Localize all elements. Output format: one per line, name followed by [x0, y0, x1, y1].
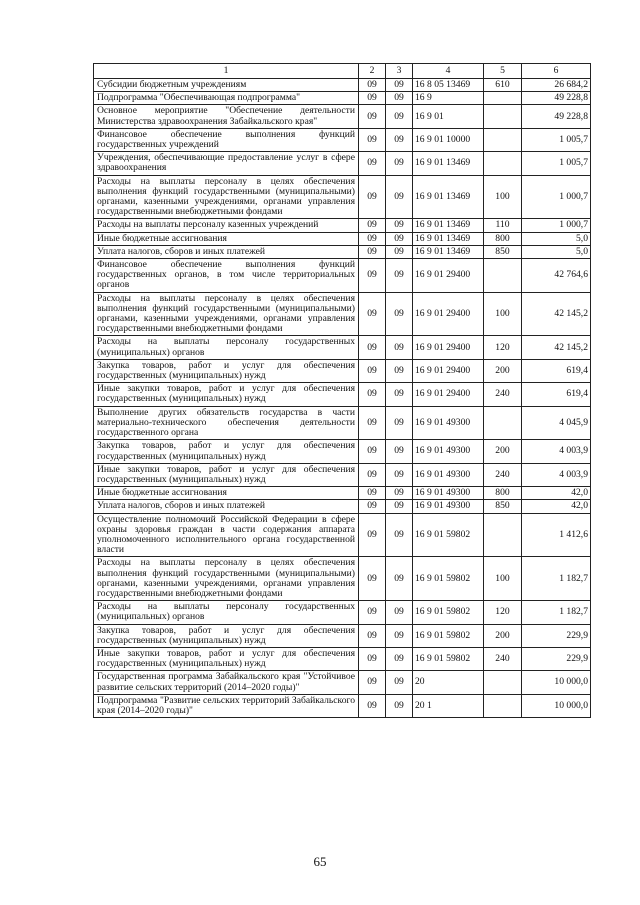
row-target-code-cell: 20 — [413, 671, 484, 694]
row-name-cell: Учреждения, обеспечивающие предоставление услуг в сфере здравоохранения — [94, 152, 359, 175]
row-target-code-cell: 16 9 01 59802 — [413, 557, 484, 601]
row-amount-cell: 1 005,7 — [522, 128, 591, 151]
row-expense-type-cell: 100 — [484, 175, 522, 219]
table-row — [94, 128, 591, 151]
table-row — [94, 232, 591, 245]
row-expense-type-cell: 200 — [484, 440, 522, 463]
row-name-cell: Закупка товаров, работ и услуг для обеспечения государственных (муниципальных) нужд — [94, 440, 359, 463]
row-target-code-cell: 16 9 01 49300 — [413, 440, 484, 463]
row-subsection-cell: 09 — [386, 92, 413, 105]
row-amount-cell: 49 228,8 — [522, 92, 591, 105]
row-subsection-cell: 09 — [386, 383, 413, 406]
row-section-cell: 09 — [359, 463, 386, 486]
row-section-cell: 09 — [359, 601, 386, 624]
row-section-cell: 09 — [359, 92, 386, 105]
row-amount-cell: 5,0 — [522, 245, 591, 258]
row-subsection-cell: 09 — [386, 647, 413, 670]
row-amount-cell: 1 182,7 — [522, 557, 591, 601]
row-section-cell: 09 — [359, 440, 386, 463]
row-target-code-cell: 16 9 — [413, 92, 484, 105]
row-amount-cell: 42 145,2 — [522, 292, 591, 336]
row-amount-cell: 1 005,7 — [522, 152, 591, 175]
row-subsection-cell: 09 — [386, 513, 413, 557]
row-section-cell: 09 — [359, 152, 386, 175]
table-row — [94, 624, 591, 647]
row-section-cell: 09 — [359, 383, 386, 406]
row-section-cell: 09 — [359, 79, 386, 92]
row-section-cell: 09 — [359, 245, 386, 258]
row-section-cell: 09 — [359, 694, 386, 717]
table-row — [94, 383, 591, 406]
row-subsection-cell: 09 — [386, 487, 413, 500]
row-section-cell: 09 — [359, 406, 386, 440]
row-name-cell: Уплата налогов, сборов и иных платежей — [94, 500, 359, 513]
row-expense-type-cell: 850 — [484, 500, 522, 513]
row-name-cell: Уплата налогов, сборов и иных платежей — [94, 245, 359, 258]
table-row — [94, 79, 591, 92]
row-subsection-cell: 09 — [386, 500, 413, 513]
row-amount-cell: 4 003,9 — [522, 463, 591, 486]
row-target-code-cell: 16 9 01 — [413, 105, 484, 128]
row-subsection-cell: 09 — [386, 105, 413, 128]
row-name-cell: Подпрограмма "Развитие сельских территорий Забайкальского края (2014–2020 годы)" — [94, 694, 359, 717]
row-subsection-cell: 09 — [386, 128, 413, 151]
row-subsection-cell: 09 — [386, 219, 413, 232]
row-subsection-cell: 09 — [386, 463, 413, 486]
row-amount-cell: 619,4 — [522, 359, 591, 382]
table-row — [94, 245, 591, 258]
row-subsection-cell: 09 — [386, 671, 413, 694]
row-target-code-cell: 16 9 01 49300 — [413, 487, 484, 500]
header-cell-6: 6 — [522, 64, 591, 79]
row-subsection-cell: 09 — [386, 359, 413, 382]
row-name-cell: Финансовое обеспечение выполнения функций государственных учреждений — [94, 128, 359, 151]
row-name-cell: Государственная программа Забайкальского края "Устойчивое развитие сельских территорий (2014–2020 годы)" — [94, 671, 359, 694]
row-name-cell: Иные бюджетные ассигнования — [94, 487, 359, 500]
row-expense-type-cell — [484, 92, 522, 105]
table-row — [94, 92, 591, 105]
row-target-code-cell: 16 9 01 59802 — [413, 647, 484, 670]
row-target-code-cell: 16 9 01 29400 — [413, 336, 484, 359]
row-section-cell: 09 — [359, 232, 386, 245]
row-target-code-cell: 16 9 01 59802 — [413, 624, 484, 647]
row-amount-cell: 49 228,8 — [522, 105, 591, 128]
row-subsection-cell: 09 — [386, 245, 413, 258]
table-row — [94, 487, 591, 500]
row-name-cell: Закупка товаров, работ и услуг для обеспечения государственных (муниципальных) нужд — [94, 624, 359, 647]
table-row — [94, 259, 591, 293]
row-expense-type-cell: 240 — [484, 383, 522, 406]
row-amount-cell: 26 684,2 — [522, 79, 591, 92]
row-expense-type-cell — [484, 259, 522, 293]
row-expense-type-cell: 240 — [484, 647, 522, 670]
row-subsection-cell: 09 — [386, 440, 413, 463]
row-target-code-cell: 16 9 01 13469 — [413, 245, 484, 258]
table-row — [94, 336, 591, 359]
row-subsection-cell: 09 — [386, 694, 413, 717]
row-name-cell: Подпрограмма "Обеспечивающая подпрограмма" — [94, 92, 359, 105]
row-expense-type-cell — [484, 694, 522, 717]
row-subsection-cell: 09 — [386, 232, 413, 245]
table-row — [94, 152, 591, 175]
header-cell-3: 3 — [386, 64, 413, 79]
table-row — [94, 175, 591, 219]
row-name-cell: Закупка товаров, работ и услуг для обеспечения государственных (муниципальных) нужд — [94, 359, 359, 382]
row-name-cell: Иные закупки товаров, работ и услуг для обеспечения государственных (муниципальных) нужд — [94, 647, 359, 670]
table-row — [94, 557, 591, 601]
row-target-code-cell: 16 9 01 10000 — [413, 128, 484, 151]
row-subsection-cell: 09 — [386, 601, 413, 624]
row-name-cell: Субсидии бюджетным учреждениям — [94, 79, 359, 92]
row-subsection-cell: 09 — [386, 152, 413, 175]
header-cell-2: 2 — [359, 64, 386, 79]
table-row — [94, 292, 591, 336]
row-expense-type-cell: 850 — [484, 245, 522, 258]
table-row — [94, 513, 591, 557]
row-expense-type-cell — [484, 105, 522, 128]
row-section-cell: 09 — [359, 671, 386, 694]
header-cell-4: 4 — [413, 64, 484, 79]
row-subsection-cell: 09 — [386, 336, 413, 359]
table-row — [94, 694, 591, 717]
row-target-code-cell: 16 8 05 13469 — [413, 79, 484, 92]
row-target-code-cell: 16 9 01 49300 — [413, 500, 484, 513]
row-amount-cell: 4 003,9 — [522, 440, 591, 463]
row-subsection-cell: 09 — [386, 292, 413, 336]
row-expense-type-cell — [484, 128, 522, 151]
table-row — [94, 219, 591, 232]
row-expense-type-cell: 200 — [484, 624, 522, 647]
table-row — [94, 500, 591, 513]
row-amount-cell: 229,9 — [522, 624, 591, 647]
row-name-cell: Иные закупки товаров, работ и услуг для обеспечения государственных (муниципальных) нужд — [94, 383, 359, 406]
row-expense-type-cell: 800 — [484, 487, 522, 500]
row-expense-type-cell: 110 — [484, 219, 522, 232]
row-name-cell: Расходы на выплаты персоналу государственных (муниципальных) органов — [94, 336, 359, 359]
budget-table — [93, 63, 591, 718]
row-section-cell: 09 — [359, 624, 386, 647]
row-section-cell: 09 — [359, 647, 386, 670]
row-expense-type-cell — [484, 671, 522, 694]
row-name-cell: Основное мероприятие "Обеспечение деятельности Министерства здравоохранения Забайкальского края" — [94, 105, 359, 128]
row-target-code-cell: 16 9 01 29400 — [413, 292, 484, 336]
table-row — [94, 601, 591, 624]
table-row — [94, 359, 591, 382]
row-target-code-cell: 16 9 01 59802 — [413, 601, 484, 624]
row-target-code-cell: 16 9 01 29400 — [413, 383, 484, 406]
row-section-cell: 09 — [359, 259, 386, 293]
header-cell-1: 1 — [94, 64, 359, 79]
row-section-cell: 09 — [359, 557, 386, 601]
row-name-cell: Финансовое обеспечение выполнения функций государственных органов, в том числе территориальных органов — [94, 259, 359, 293]
table-row — [94, 671, 591, 694]
row-expense-type-cell: 200 — [484, 359, 522, 382]
table-row — [94, 463, 591, 486]
row-section-cell: 09 — [359, 359, 386, 382]
row-name-cell: Выполнение других обязательств государства в части материально-технического обеспечения деятельности государственного органа — [94, 406, 359, 440]
row-section-cell: 09 — [359, 128, 386, 151]
row-amount-cell: 1 412,6 — [522, 513, 591, 557]
row-section-cell: 09 — [359, 487, 386, 500]
row-expense-type-cell — [484, 152, 522, 175]
row-amount-cell: 1 000,7 — [522, 175, 591, 219]
page-number: 65 — [313, 854, 327, 869]
row-subsection-cell: 09 — [386, 175, 413, 219]
row-expense-type-cell: 240 — [484, 463, 522, 486]
table-row — [94, 406, 591, 440]
row-target-code-cell: 16 9 01 49300 — [413, 406, 484, 440]
row-section-cell: 09 — [359, 500, 386, 513]
table-row — [94, 105, 591, 128]
row-amount-cell: 42,0 — [522, 487, 591, 500]
row-expense-type-cell — [484, 513, 522, 557]
row-amount-cell: 1 000,7 — [522, 219, 591, 232]
row-expense-type-cell: 800 — [484, 232, 522, 245]
row-expense-type-cell: 120 — [484, 336, 522, 359]
table-row — [94, 440, 591, 463]
row-expense-type-cell: 120 — [484, 601, 522, 624]
row-amount-cell: 4 045,9 — [522, 406, 591, 440]
row-subsection-cell: 09 — [386, 406, 413, 440]
table-row — [94, 647, 591, 670]
row-amount-cell: 42,0 — [522, 500, 591, 513]
row-amount-cell: 42 145,2 — [522, 336, 591, 359]
row-name-cell: Иные бюджетные ассигнования — [94, 232, 359, 245]
row-amount-cell: 10 000,0 — [522, 671, 591, 694]
row-section-cell: 09 — [359, 219, 386, 232]
row-name-cell: Расходы на выплаты персоналу в целях обеспечения выполнения функций государственными (муниципальными) органами, казенными учреждениями, органами управления государственными внебюджетными фондами — [94, 175, 359, 219]
row-target-code-cell: 16 9 01 13469 — [413, 219, 484, 232]
row-target-code-cell: 16 9 01 59802 — [413, 513, 484, 557]
row-amount-cell: 42 764,6 — [522, 259, 591, 293]
row-subsection-cell: 09 — [386, 557, 413, 601]
row-subsection-cell: 09 — [386, 624, 413, 647]
row-section-cell: 09 — [359, 513, 386, 557]
row-target-code-cell: 16 9 01 13469 — [413, 232, 484, 245]
row-target-code-cell: 16 9 01 13469 — [413, 175, 484, 219]
row-expense-type-cell — [484, 406, 522, 440]
row-name-cell: Расходы на выплаты персоналу казенных учреждений — [94, 219, 359, 232]
row-section-cell: 09 — [359, 292, 386, 336]
row-amount-cell: 1 182,7 — [522, 601, 591, 624]
row-expense-type-cell: 610 — [484, 79, 522, 92]
header-row — [94, 64, 591, 79]
row-target-code-cell: 16 9 01 29400 — [413, 259, 484, 293]
row-amount-cell: 5,0 — [522, 232, 591, 245]
row-expense-type-cell: 100 — [484, 292, 522, 336]
row-amount-cell: 619,4 — [522, 383, 591, 406]
row-section-cell: 09 — [359, 175, 386, 219]
row-amount-cell: 229,9 — [522, 647, 591, 670]
row-target-code-cell: 16 9 01 13469 — [413, 152, 484, 175]
row-target-code-cell: 16 9 01 29400 — [413, 359, 484, 382]
row-name-cell: Расходы на выплаты персоналу государственных (муниципальных) органов — [94, 601, 359, 624]
row-expense-type-cell: 100 — [484, 557, 522, 601]
table-body — [94, 79, 591, 718]
row-subsection-cell: 09 — [386, 79, 413, 92]
row-name-cell: Расходы на выплаты персоналу в целях обеспечения выполнения функций государственными (муниципальными) органами, казенными учреждениями, органами управления государственными внебюджетными фондами — [94, 557, 359, 601]
row-name-cell: Расходы на выплаты персоналу в целях обеспечения выполнения функций государственными (муниципальными) органами, казенными учреждениями, органами управления государственными внебюджетными фондами — [94, 292, 359, 336]
header-cell-5: 5 — [484, 64, 522, 79]
row-section-cell: 09 — [359, 336, 386, 359]
row-target-code-cell: 20 1 — [413, 694, 484, 717]
row-section-cell: 09 — [359, 105, 386, 128]
row-amount-cell: 10 000,0 — [522, 694, 591, 717]
row-name-cell: Иные закупки товаров, работ и услуг для обеспечения государственных (муниципальных) нужд — [94, 463, 359, 486]
row-target-code-cell: 16 9 01 49300 — [413, 463, 484, 486]
row-subsection-cell: 09 — [386, 259, 413, 293]
row-name-cell: Осуществление полномочий Российской Федерации в сфере охраны здоровья граждан в части содержания аппарата уполномоченного исполнительного органа государственной власти — [94, 513, 359, 557]
